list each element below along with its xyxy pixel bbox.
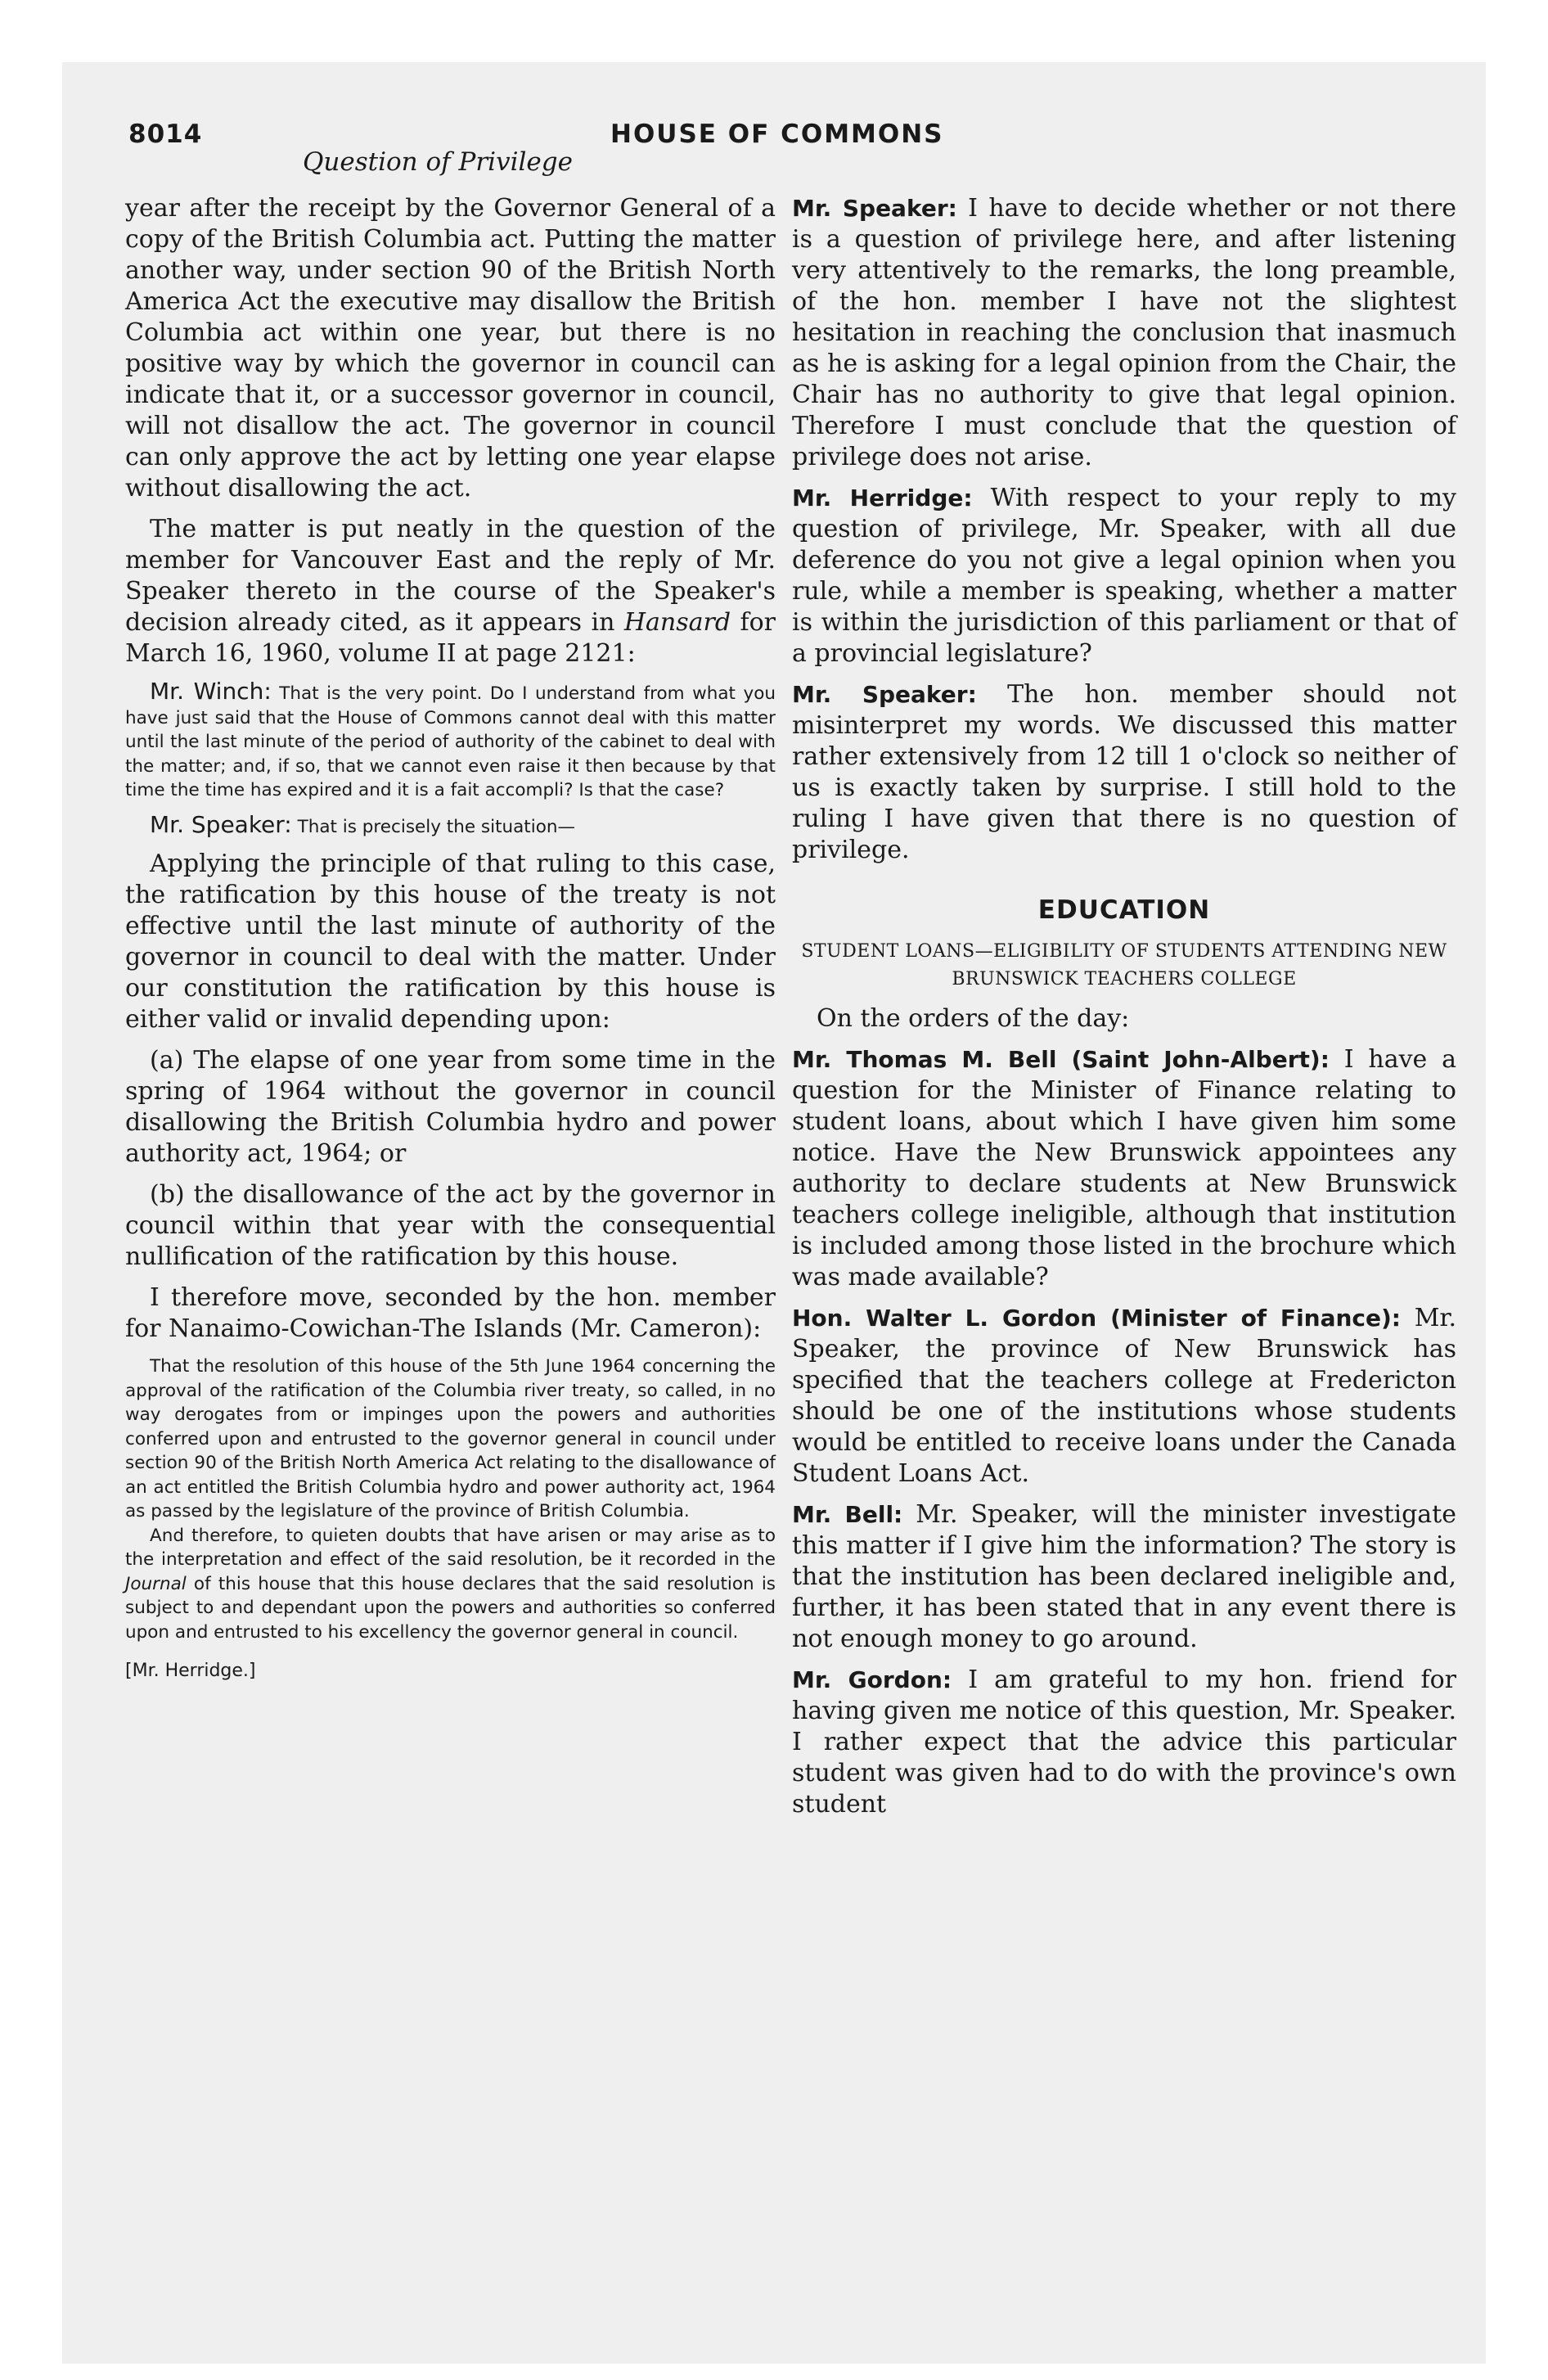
- resolution-text: And therefore, to quieten doubts that have arisen or may arise as to the interpretation and effect of the said resolution, be it recorded in the Journal of this house that this house declares that the said resolution is subject to and dependant upon the powers and authorities so conferred upon and entrusted to his excellency the governor general in council.: [125, 1525, 776, 1643]
- left-column: [125, 193, 776, 1681]
- section-subheading: STUDENT LOANS—ELIGIBILITY OF STUDENTS ATTENDING NEW BRUNSWICK TEACHERS COLLEGE: [801, 941, 1447, 989]
- speaker-name: Mr. Speaker:: [792, 681, 977, 708]
- resolution-text: That the resolution of this house of the 5th June 1964 concerning the approval of the ratification of the Columbia river treaty, so called, in no way derogates from or impinges upon the powers and authorities conferred upon and entrusted to the governor general in council under section 90 of the British North America Act relating to the disallowance of an act entitled the British Columbia hydro and power authority act, 1964 as passed by the legislature of the province of British Columbia.: [125, 1356, 776, 1521]
- speaker-name: Mr. Thomas M. Bell (Saint John-Albert):: [792, 1046, 1330, 1073]
- quotation: Mr. Speaker: That is precisely the situation—: [150, 810, 575, 838]
- paragraph: Applying the principle of that ruling to this case, the ratification by this house of the treaty is not effective until the last minute of authority of the governor in council to deal with the matter. Under our constitution the ratification by this house is either valid or invalid depending upon:: [125, 850, 776, 1034]
- paragraph: I therefore move, seconded by the hon. member for Nanaimo-Cowichan-The Islands (Mr. Cameron):: [125, 1283, 776, 1343]
- page-subtitle: Question of Privilege: [303, 147, 573, 177]
- quotation: Mr. Winch: That is the very point. Do I understand from what you have just said that the House of Commons cannot deal with this matter until the last minute of the period of authority of the cabinet to deal with the matter; and, if so, that we cannot even raise it then because by that time the time has expired and it is a fait accompli? Is that the case?: [125, 678, 776, 800]
- orders-line: On the orders of the day:: [817, 1004, 1130, 1033]
- speech: Mr. Speaker: I have to decide whether or not there is a question of privilege here, and after listening very attentively to the remarks, the long preamble, of the hon. member I have not the slightest hesitation in reaching the conclusion that inasmuch as he is asking for a legal opinion from the Chair, the Chair has no authority to give that legal opinion. Therefore I must conclude that the question of privilege does not arise.: [792, 194, 1456, 471]
- speaker-name: Mr. Speaker:: [150, 810, 292, 838]
- speaker-name: Mr. Speaker:: [792, 195, 957, 222]
- speech: Mr. Speaker: The hon. member should not misinterpret my words. We discussed this matter rather extensively from 12 till 1 o'clock so neither of us is exactly taken by surprise. I still hold to the ruling I have given that there is no question of privilege.: [792, 680, 1456, 864]
- paragraph: The matter is put neatly in the question of the member for Vancouver East and the reply of Mr. Speaker thereto in the course of the Speaker's decision already cited, as it appears in Hansard for March 16, 1960, volume II at page 2121:: [125, 515, 776, 668]
- speech: Mr. Herridge: With respect to your reply to my question of privilege, Mr. Speaker, with all due deference do you not give a legal opinion when you rule, while a member is speaking, whether a matter is within the jurisdiction of this parliament or that of a provincial legislature?: [792, 484, 1456, 668]
- speaker-name: Mr. Bell:: [792, 1501, 903, 1528]
- speech: Mr. Thomas M. Bell (Saint John-Albert): I have a question for the Minister of Finance relating to student loans, about which I have given him some notice. Have the New Brunswick appointees any authority to declare students at New Brunswick teachers college ineligible, although that institution is included among those listed in the brochure which was made available?: [792, 1045, 1456, 1291]
- page-number: 8014: [128, 119, 203, 149]
- section-heading: EDUCATION: [1037, 895, 1211, 925]
- right-column: [792, 193, 1456, 1820]
- paragraph: (b) the disallowance of the act by the governor in council within that year with the consequential nullification of the ratification by this house.: [125, 1180, 776, 1271]
- speaker-name: Hon. Walter L. Gordon (Minister of Finance):: [792, 1305, 1402, 1332]
- author-attribution: [Mr. Herridge.]: [125, 1661, 256, 1681]
- page-title: HOUSE OF COMMONS: [610, 119, 944, 149]
- paragraph: year after the receipt by the Governor General of a copy of the British Columbia act. Putting the matter another way, under section 90 of the British North America Act the executive may disallow the British Columbia act within one year, but there is no positive way by which the governor in council can indicate that it, or a successor governor in council, will not disallow the act. The governor in council can only approve the act by letting one year elapse without disallowing the act.: [125, 194, 776, 503]
- speech: Mr. Bell: Mr. Speaker, will the minister investigate this matter if I give him the information? The story is that the institution has been declared ineligible and, further, it has been stated that in any event there is not enough money to go around.: [792, 1500, 1456, 1653]
- speech: Mr. Gordon: I am grateful to my hon. friend for having given me notice of this question, Mr. Speaker. I rather expect that the advice this particular student was given had to do with the province's own student: [792, 1666, 1456, 1819]
- paragraph: (a) The elapse of one year from some time in the spring of 1964 without the governor in council disallowing the British Columbia hydro and power authority act, 1964; or: [125, 1046, 776, 1168]
- speech: Hon. Walter L. Gordon (Minister of Finance): Mr. Speaker, the province of New Brunswick has specified that the teachers college at Fredericton should be one of the institutions whose students would be entitled to receive loans under the Canada Student Loans Act.: [792, 1304, 1456, 1488]
- speaker-name: Mr. Winch:: [150, 678, 272, 705]
- speaker-name: Mr. Gordon:: [792, 1666, 952, 1693]
- speaker-name: Mr. Herridge:: [792, 485, 973, 512]
